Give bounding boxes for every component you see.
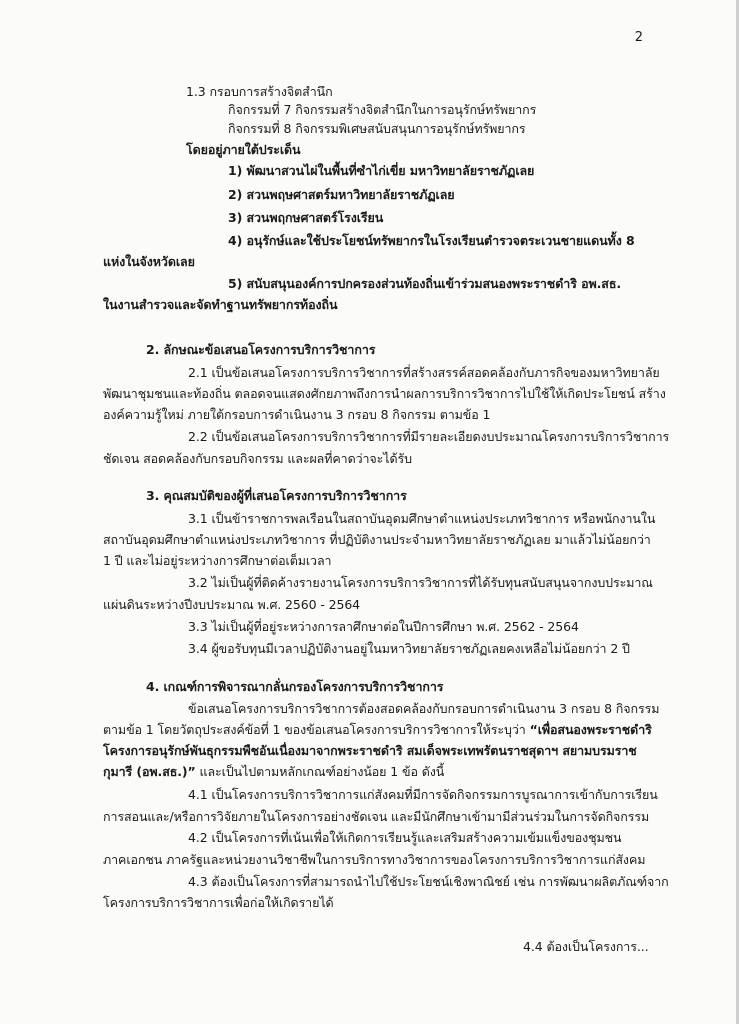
section-3-heading: 3. คุณสมบัติของผู้ที่เสนอโครงการบริการวิชาการ — [146, 488, 407, 503]
issue-3: 3) สวนพฤกษศาสตร์โรงเรียน — [228, 210, 384, 225]
issue-4-line1: 4) อนุรักษ์และใช้ประโยชน์ทรัพยากรในโรงเรียนตำรวจตระเวนชายแดนทั้ง 8 — [228, 233, 635, 248]
item-3-2-line2: แผ่นดินระหว่างปีงบประมาณ พ.ศ. 2560 - 2564 — [103, 597, 361, 612]
section-4-intro-line1: ข้อเสนอโครงการบริการวิชาการต้องสอดคล้องกับกรอบการดำเนินงาน 3 กรอบ 8 กิจกรรม — [188, 701, 660, 716]
item-4-1-line1: 4.1 เป็นโครงการบริการวิชาการแก่สังคมที่มีการจัดกิจกรรมการบูรณาการเข้ากับการเรียน — [188, 787, 658, 802]
section-4-intro-line2 — [103, 721, 652, 739]
item-3-2-line1: 3.2 ไม่เป็นผู้ที่ติดค้างรายงานโครงการบริการวิชาการที่ได้รับทุนสนับสนุนจากงบประมาณ — [188, 575, 653, 590]
item-4-1-line2: การสอนและ/หรือการวิจัยภายในโครงการอย่างชัดเจน และมีนักศึกษาเข้ามามีส่วนร่วมในการจัดกิจกรรม — [103, 809, 650, 824]
issue-4-line2: แห่งในจังหวัดเลย — [103, 254, 195, 269]
under-issues-label: โดยอยู่ภายใต้ประเด็น — [186, 142, 301, 157]
section-4-intro-line3: โครงการอนุรักษ์พันธุกรรมพืชอันเนื่องมาจากพระราชดำริ สมเด็จพระเทพรัตนราชสุดาฯ สยามบรมราช — [103, 743, 637, 758]
continuation-note: 4.4 ต้องเป็นโครงการ... — [523, 939, 649, 954]
item-2-2-line2: ชัดเจน สอดคล้องกับกรอบกิจกรรม และผลที่คาดว่าจะได้รับ — [103, 451, 412, 466]
page-number: 2 — [634, 30, 643, 45]
item-4-2-line2: ภาคเอกชน ภาครัฐและหน่วยงานวิชาชีพในการบริการทางวิชาการของโครงการบริการวิชาการแก่สังคม — [103, 852, 646, 867]
item-2-1-line3: องค์ความรู้ใหม่ ภายใต้กรอบการดำเนินงาน 3 กรอบ 8 กิจกรรม ตามข้อ 1 — [103, 407, 491, 422]
section-4-intro-line2-text: ตามข้อ 1 โดยวัตถุประสงค์ข้อที่ 1 ของข้อเสนอโครงการบริการวิชาการให้ระบุว่า — [103, 722, 526, 737]
item-3-1-line2: สถาบันอุดมศึกษาตำแหน่งประเภทวิชาการ ที่ปฏิบัติงานประจำมหาวิทยาลัยราชภัฏเลย มาแล้วไม่น้อยกว่า — [103, 532, 651, 547]
item-2-1-line1: 2.1 เป็นข้อเสนอโครงการบริการวิชาการที่สร้างสรรค์สอดคล้องกับภารกิจของมหาวิทยาลัย — [188, 365, 660, 380]
item-4-3-line1: 4.3 ต้องเป็นโครงการที่สามารถนำไปใช้ประโยชน์เชิงพาณิชย์ เช่น การพัฒนาผลิตภัณฑ์จาก — [188, 874, 669, 889]
item-4-2-line1: 4.2 เป็นโครงการที่เน้นเพื่อให้เกิดการเรียนรู้และเสริมสร้างความเข้มแข็งของชุมชน — [188, 830, 622, 845]
item-3-1-line1: 3.1 เป็นข้าราชการพลเรือนในสถาบันอุดมศึกษาตำแหน่งประเภทวิชาการ หรือพนักงานใน — [188, 511, 656, 526]
item-3-1-line3: 1 ปี และไม่อยู่ระหว่างการศึกษาต่อเต็มเวลา — [103, 553, 332, 568]
section-2-heading: 2. ลักษณะข้อเสนอโครงการบริการวิชาการ — [146, 342, 376, 357]
issue-5-line1: 5) สนับสนุนองค์การปกครองส่วนท้องถิ่นเข้าร่วมสนองพระราชดำริ อพ.สธ. — [228, 276, 621, 291]
activity-7: กิจกรรมที่ 7 กิจกรรมสร้างจิตสำนึกในการอนุรักษ์ทรัพยากร — [228, 102, 537, 117]
item-3-4: 3.4 ผู้ขอรับทุนมีเวลาปฏิบัติงานอยู่ในมหาวิทยาลัยราชภัฏเลยคงเหลือไม่น้อยกว่า 2 ปี — [188, 641, 630, 656]
section-4-quote-start: “เพื่อสนองพระราชดำริ — [529, 722, 652, 737]
activity-8: กิจกรรมที่ 8 กิจกรรมพิเศษสนับสนุนการอนุรักษ์ทรัพยากร — [228, 121, 526, 136]
issue-5-line2: ในงานสำรวจและจัดทำฐานทรัพยากรท้องถิ่น — [103, 297, 338, 312]
issue-1: 1) พัฒนาสวนไผ่ในพื้นที่ซำไก่เขี่ย มหาวิทยาลัยราชภัฏเลย — [228, 163, 535, 178]
section-4-intro-line4 — [103, 763, 444, 781]
item-4-3-line2: โครงการบริการวิชาการเพื่อก่อให้เกิดรายได้ — [103, 895, 334, 910]
issue-2: 2) สวนพฤษศาสตร์มหาวิทยาลัยราชภัฏเลย — [228, 187, 455, 202]
section-4-heading: 4. เกณฑ์การพิจารณากลั่นกรองโครงการบริการวิชาการ — [146, 679, 444, 694]
item-3-3: 3.3 ไม่เป็นผู้ที่อยู่ระหว่างการลาศึกษาต่อในปีการศึกษา พ.ศ. 2562 - 2564 — [188, 619, 579, 634]
item-2-2-line1: 2.2 เป็นข้อเสนอโครงการบริการวิชาการที่มีรายละเอียดงบประมาณโครงการบริการวิชาการ — [188, 429, 670, 444]
item-2-1-line2: พัฒนาชุมชนและท้องถิ่น ตลอดจนแสดงศักยภาพถึงการนำผลการบริการวิชาการไปใช้ให้เกิดประโยชน์ สร้าง — [103, 386, 666, 401]
section-1-3-heading: 1.3 กรอบการสร้างจิตสำนึก — [186, 84, 333, 99]
section-4-intro-line4-text: และเป็นไปตามหลักเกณฑ์อย่างน้อย 1 ข้อ ดังนี้ — [195, 764, 445, 779]
section-4-quote-end: กุมารี (อพ.สธ.)” — [103, 764, 196, 779]
